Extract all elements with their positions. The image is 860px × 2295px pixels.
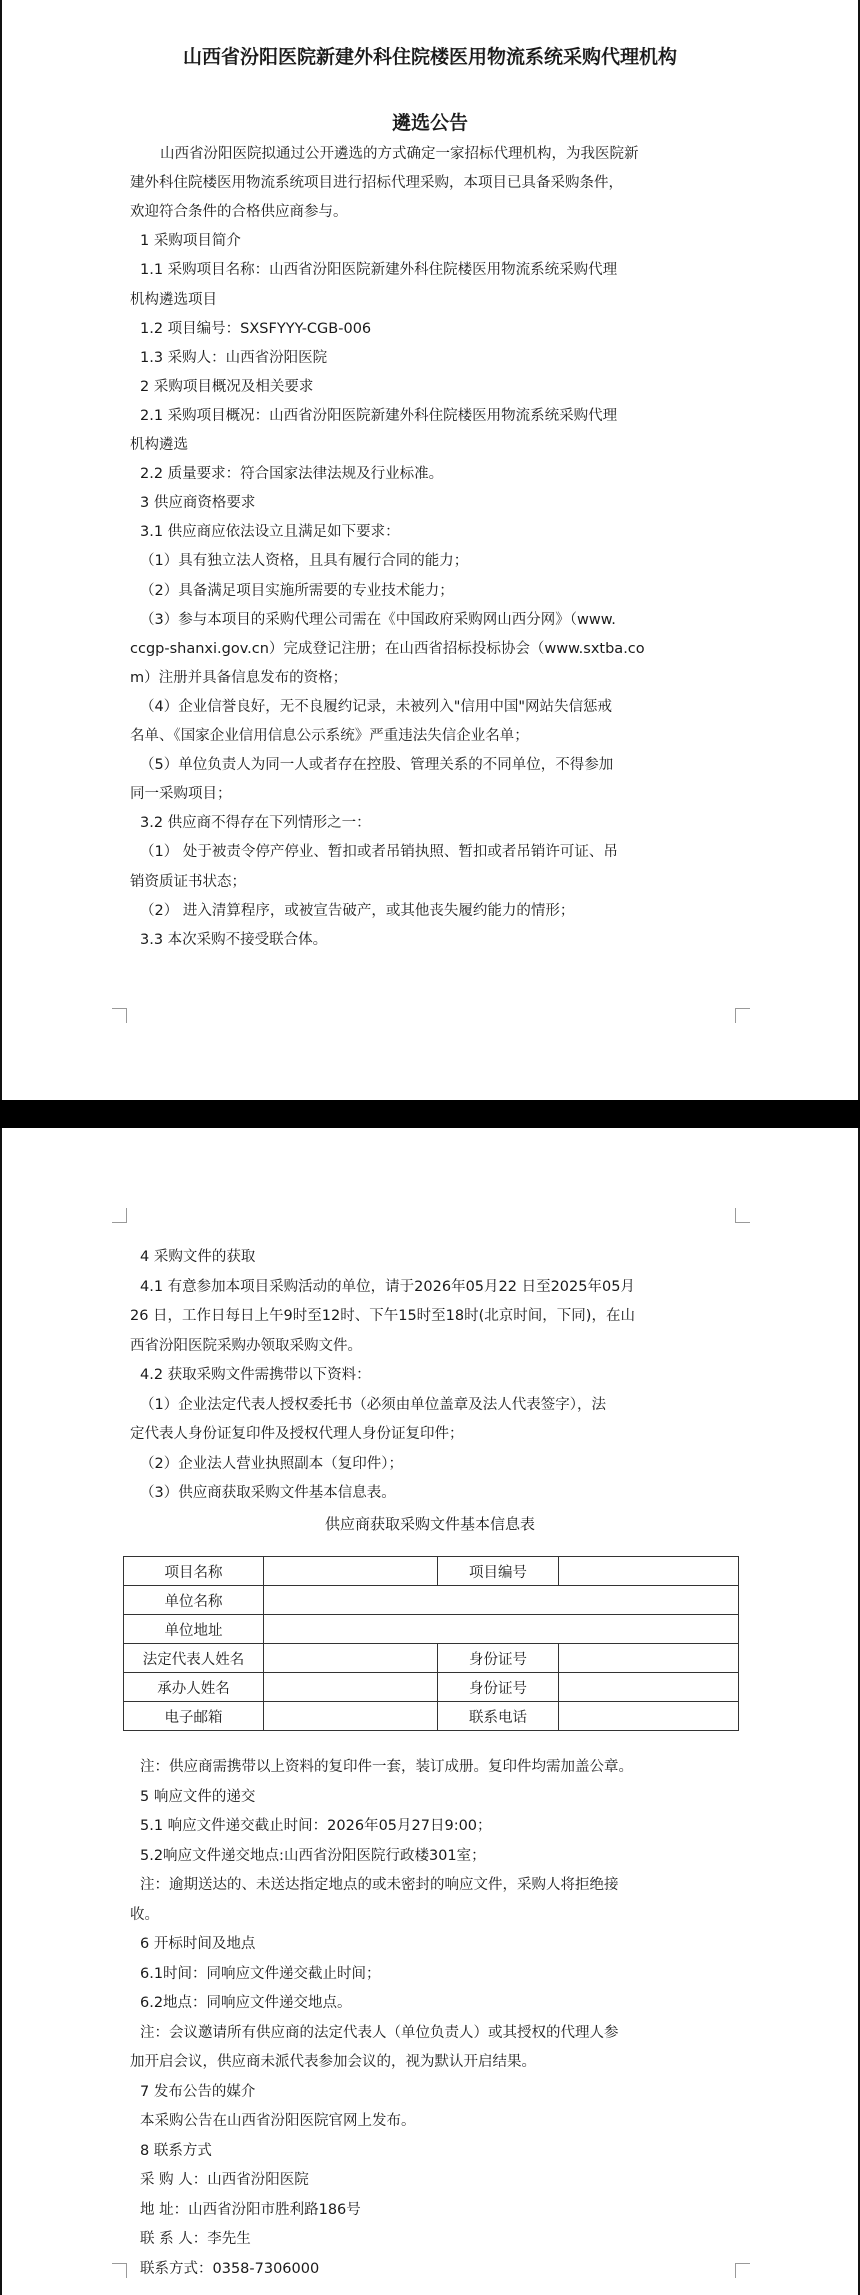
text-line: （3）参与本项目的采购代理公司需在《中国政府采购网山西分网》（www. (140, 611, 616, 628)
text-line: 8 联系方式 (140, 2142, 212, 2159)
text-line: 1.1 采购项目名称：山西省汾阳医院新建外科住院楼医用物流系统采购代理 (140, 262, 618, 279)
table-cell-empty (558, 1702, 738, 1731)
table-label: 联系电话 (438, 1702, 558, 1731)
text-line: 山西省汾阳医院拟通过公开遴选的方式确定一家招标代理机构，为我医院新 (160, 146, 639, 162)
text-line: 机构遴选项目 (130, 291, 217, 308)
text-line: 注：供应商需携带以上资料的复印件一套，装订成册。复印件均需加盖公章。 (140, 1759, 633, 1775)
text-line: 4.1 有意参加本项目采购活动的单位，请于2026年05月22 日至2025年05月 (140, 1278, 635, 1295)
margin-corner-mark (735, 1008, 750, 1023)
text-line: 6.2地点：同响应文件递交地点。 (140, 1995, 352, 2011)
text-line: 5 响应文件的递交 (140, 1788, 256, 1805)
announcement-title: 山西省汾阳医院新建外科住院楼医用物流系统采购代理机构 (182, 46, 677, 68)
text-line: （2）企业法人营业执照副本（复印件）； (140, 1455, 403, 1472)
text-line: （1）具有独立法人资格，且具有履行合同的能力； (140, 553, 469, 570)
table-cell-empty (558, 1557, 738, 1586)
table-label: 单位地址 (124, 1615, 264, 1644)
text-line: 26 日，工作日每日上午9时至12时、下午15时至18时(北京时间，下同)，在山 (130, 1308, 635, 1324)
table-label: 单位名称 (124, 1586, 264, 1615)
document-page-2 (0, 1128, 860, 2295)
document-page-1 (0, 0, 860, 1100)
table-row (124, 1673, 739, 1702)
text-line: 4.2 获取采购文件需携带以下资料： (140, 1367, 371, 1383)
text-line: 6.1时间：同响应文件递交截止时间； (140, 1965, 381, 1982)
table-caption: 供应商获取采购文件基本信息表 (324, 1515, 535, 1533)
text-line: 联系方式：0358-7306000 (140, 2260, 320, 2277)
text-line: 定代表人身份证复印件及授权代理人身份证复印件； (130, 1426, 464, 1442)
text-line: 联 系 人：李先生 (140, 2231, 251, 2247)
table-row (124, 1644, 739, 1673)
margin-corner-mark (112, 1208, 127, 1223)
table-label: 电子邮箱 (124, 1702, 264, 1731)
text-line: m）注册并具备信息发布的资格； (130, 669, 348, 686)
text-line: 本采购公告在山西省汾阳医院官网上发布。 (140, 2113, 416, 2129)
text-line: 名单、《国家企业信用信息公示系统》严重违法失信企业名单； (130, 728, 529, 744)
text-line: 加开启会议，供应商未派代表参加会议的，视为默认开启结果。 (130, 2054, 536, 2070)
text-line: 注：会议邀请所有供应商的法定代表人（单位负责人）或其授权的代理人参 (140, 2024, 619, 2041)
text-line: 3 供应商资格要求 (140, 495, 256, 512)
text-line: （4）企业信誉良好，无不良履约记录，未被列入"信用中国"网站失信惩戒 (140, 698, 613, 715)
supplier-info-table (123, 1556, 739, 1731)
table-cell-empty (263, 1644, 438, 1673)
text-line: 欢迎符合条件的合格供应商参与。 (130, 204, 348, 221)
text-line: 1.2 项目编号：SXSFYYY-CGB-006 (140, 320, 372, 337)
table-cell-empty (263, 1615, 738, 1644)
text-line: 机构遴选 (130, 437, 188, 453)
page-left-border (0, 0, 2, 1100)
table-cell-empty (558, 1673, 738, 1702)
text-line: （1） 处于被责令停产停业、暂扣或者吊销执照、暂扣或者吊销许可证、吊 (140, 844, 618, 861)
text-line: 6 开标时间及地点 (140, 1936, 256, 1952)
table-label: 身份证号 (438, 1673, 558, 1702)
table-row (124, 1557, 739, 1586)
text-line: 西省汾阳医院采购办领取采购文件。 (130, 1337, 362, 1354)
text-line: （5）单位负责人为同一人或者存在控股、管理关系的不同单位，不得参加 (140, 757, 614, 774)
text-line: 4 采购文件的获取 (140, 1249, 256, 1265)
margin-corner-mark (112, 2263, 127, 2278)
text-line: 2.1 采购项目概况：山西省汾阳医院新建外科住院楼医用物流系统采购代理 (140, 407, 618, 424)
text-line: （3）供应商获取采购文件基本信息表。 (140, 1485, 396, 1501)
text-line: 2.2 质量要求：符合国家法律法规及行业标准。 (140, 466, 444, 483)
table-label: 法定代表人姓名 (124, 1644, 264, 1673)
table-label: 身份证号 (438, 1644, 558, 1673)
text-line: （2） 进入清算程序，或被宣告破产，或其他丧失履约能力的情形； (140, 902, 575, 919)
table-cell-empty (263, 1586, 738, 1615)
text-line: 收。 (130, 1906, 159, 1923)
text-line: 3.1 供应商应依法设立且满足如下要求： (140, 524, 400, 541)
text-line: 采 购 人：山西省汾阳医院 (140, 2172, 309, 2188)
text-line: 同一采购项目； (130, 786, 232, 803)
page-separator (0, 1100, 860, 1128)
text-line: 5.2响应文件递交地点:山西省汾阳医院行政楼301室； (140, 1847, 486, 1864)
table-cell-empty (263, 1673, 438, 1702)
announcement-subtitle: 遴选公告 (391, 112, 468, 134)
table-row (124, 1586, 739, 1615)
text-line: 销资质证书状态； (130, 873, 246, 890)
table-label: 承办人姓名 (124, 1673, 264, 1702)
table-row (124, 1615, 739, 1644)
text-line: 2 采购项目概况及相关要求 (140, 378, 314, 395)
text-line: 建外科住院楼医用物流系统项目进行招标代理采购，本项目已具备采购条件， (130, 175, 623, 192)
text-line: ccgp-shanxi.gov.cn）完成登记注册；在山西省招标投标协会（www.sxtba.co (130, 640, 645, 657)
table-label: 项目名称 (124, 1557, 264, 1586)
margin-corner-mark (112, 1008, 127, 1023)
table-cell-empty (263, 1557, 438, 1586)
margin-corner-mark (735, 1208, 750, 1223)
table-cell-empty (558, 1644, 738, 1673)
text-line: 7 发布公告的媒介 (140, 2083, 256, 2100)
text-line: 1.3 采购人：山西省汾阳医院 (140, 349, 328, 366)
text-line: （1）企业法定代表人授权委托书（必须由单位盖章及法人代表签字），法 (140, 1396, 606, 1413)
text-line: 3.3 本次采购不接受联合体。 (140, 931, 328, 948)
text-line: 地 址：山西省汾阳市胜利路186号 (140, 2201, 361, 2218)
table-label: 项目编号 (438, 1557, 558, 1586)
table-row (124, 1702, 739, 1731)
text-line: 3.2 供应商不得存在下列情形之一： (140, 815, 371, 832)
table-cell-empty (263, 1702, 438, 1731)
text-line: 5.1 响应文件递交截止时间：2026年05月27日9:00； (140, 1818, 492, 1834)
text-line: （2）具备满足项目实施所需要的专业技术能力； (140, 582, 454, 599)
page-left-border (0, 1128, 2, 2295)
text-line: 注：逾期送达的、未送达指定地点的或未密封的响应文件，采购人将拒绝接 (140, 1877, 619, 1893)
text-line: 1 采购项目简介 (140, 233, 241, 250)
